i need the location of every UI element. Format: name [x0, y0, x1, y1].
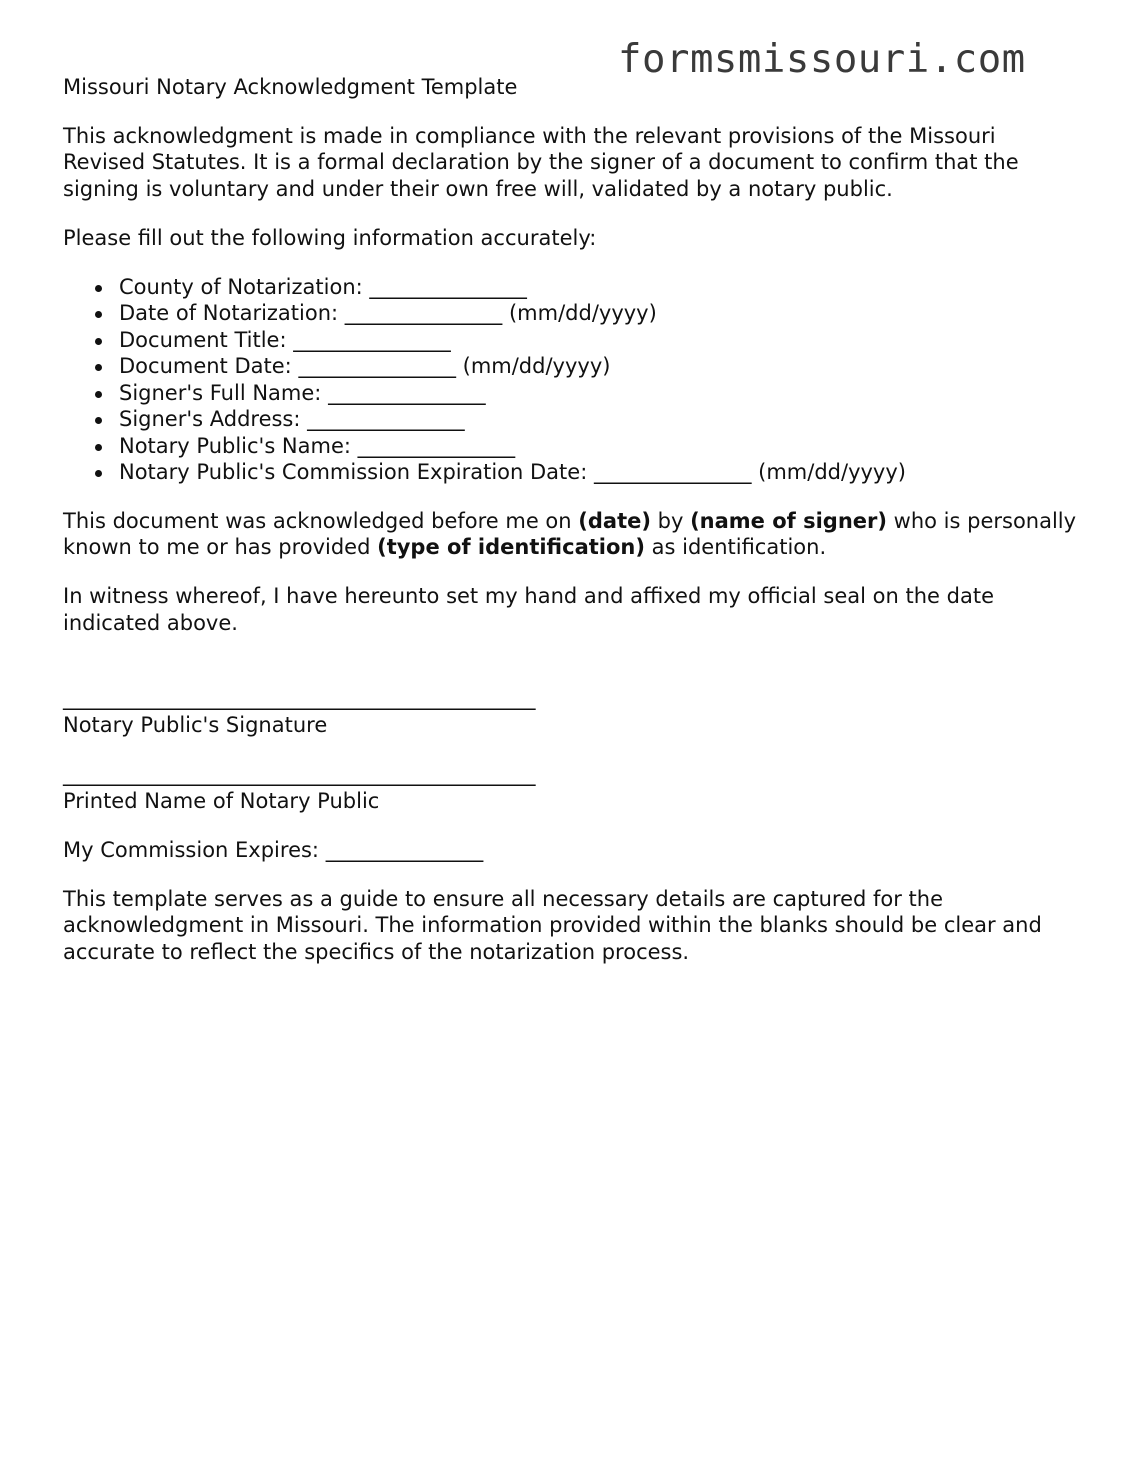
field-label: Notary Public's Name: — [119, 433, 351, 458]
bullet-icon — [95, 417, 102, 424]
list-item — [119, 380, 1083, 407]
printed-name-block — [63, 761, 1083, 814]
field-blank[interactable]: _______________ — [307, 407, 465, 431]
field-format-hint: (mm/dd/yyyy) — [758, 460, 906, 484]
field-blank[interactable]: _______________ — [298, 354, 456, 378]
field-format-hint: (mm/dd/yyyy) — [462, 354, 611, 378]
commission-label: My Commission Expires: — [63, 837, 319, 862]
field-blank[interactable]: _______________ — [328, 380, 486, 405]
witness-paragraph: In witness whereof, I have hereunto set my hand and affixed my official seal on the date indicated above. — [63, 584, 994, 635]
field-label: County of Notarization: — [119, 274, 363, 299]
field-blank[interactable]: _______________ — [293, 327, 451, 352]
list-item — [119, 274, 1083, 301]
site-watermark: formsmissouri.com — [618, 37, 1026, 82]
signature-line[interactable]: _____________________________________________ — [63, 686, 536, 710]
bullet-icon — [95, 311, 102, 318]
list-item — [119, 353, 1083, 380]
field-label: Notary Public's Commission Expiration Date: — [119, 460, 588, 484]
ack-text: This document was acknowledged before me on — [63, 508, 579, 533]
field-label: Signer's Full Name: — [119, 380, 322, 405]
commission-expires — [63, 837, 1083, 864]
list-item — [119, 300, 1083, 327]
bullet-icon — [95, 364, 102, 371]
acknowledgment-paragraph — [63, 508, 1083, 561]
bullet-icon — [95, 338, 102, 345]
ack-text: by — [650, 508, 691, 533]
signature-label: Notary Public's Signature — [63, 712, 328, 737]
document-title: Missouri Notary Acknowledgment Template — [63, 75, 518, 99]
signature-block — [63, 685, 1083, 738]
fields-list — [63, 274, 1083, 486]
field-blank[interactable]: _______________ — [369, 274, 527, 299]
signer-placeholder: (name of signer) — [690, 508, 887, 533]
field-blank[interactable]: _______________ — [344, 301, 503, 325]
field-label: Document Title: — [119, 327, 287, 352]
document-body — [63, 74, 1083, 988]
list-item — [119, 327, 1083, 354]
list-item — [119, 433, 1083, 460]
field-label: Document Date: — [119, 354, 292, 378]
field-label: Signer's Address: — [119, 407, 301, 431]
ack-text: as identification. — [644, 535, 827, 559]
field-blank[interactable]: _______________ — [357, 433, 516, 458]
closing-paragraph: This template serves as a guide to ensure all necessary details are captured for the acknowledgment in Missouri. The information provided within the blanks should be clear and accurate to reflect the specifics of the notarization process. — [63, 886, 1042, 964]
field-format-hint: (mm/dd/yyyy) — [508, 301, 657, 325]
printed-name-label: Printed Name of Notary Public — [63, 788, 380, 813]
bullet-icon — [95, 470, 102, 477]
bullet-icon — [95, 285, 102, 292]
bullet-icon — [95, 444, 102, 451]
instruction-paragraph: Please fill out the following information accurately: — [63, 225, 597, 250]
commission-blank[interactable]: _______________ — [325, 837, 484, 862]
field-blank[interactable]: _______________ — [593, 460, 752, 484]
ack-text: who is personally known to me or has provided — [63, 508, 1077, 559]
date-placeholder: (date) — [578, 508, 651, 533]
list-item — [119, 406, 1083, 433]
printed-name-line[interactable]: _____________________________________________ — [63, 762, 536, 786]
intro-paragraph: This acknowledgment is made in compliance with the relevant provisions of the Missouri Revised Statutes. It is a formal declaration by the signer of a document to confirm that the signing is voluntary and under their own free will, validated by a notary public. — [63, 123, 1019, 201]
list-item — [119, 459, 1083, 486]
field-label: Date of Notarization: — [119, 301, 339, 325]
identification-placeholder: (type of identification) — [377, 535, 645, 559]
bullet-icon — [95, 391, 102, 398]
